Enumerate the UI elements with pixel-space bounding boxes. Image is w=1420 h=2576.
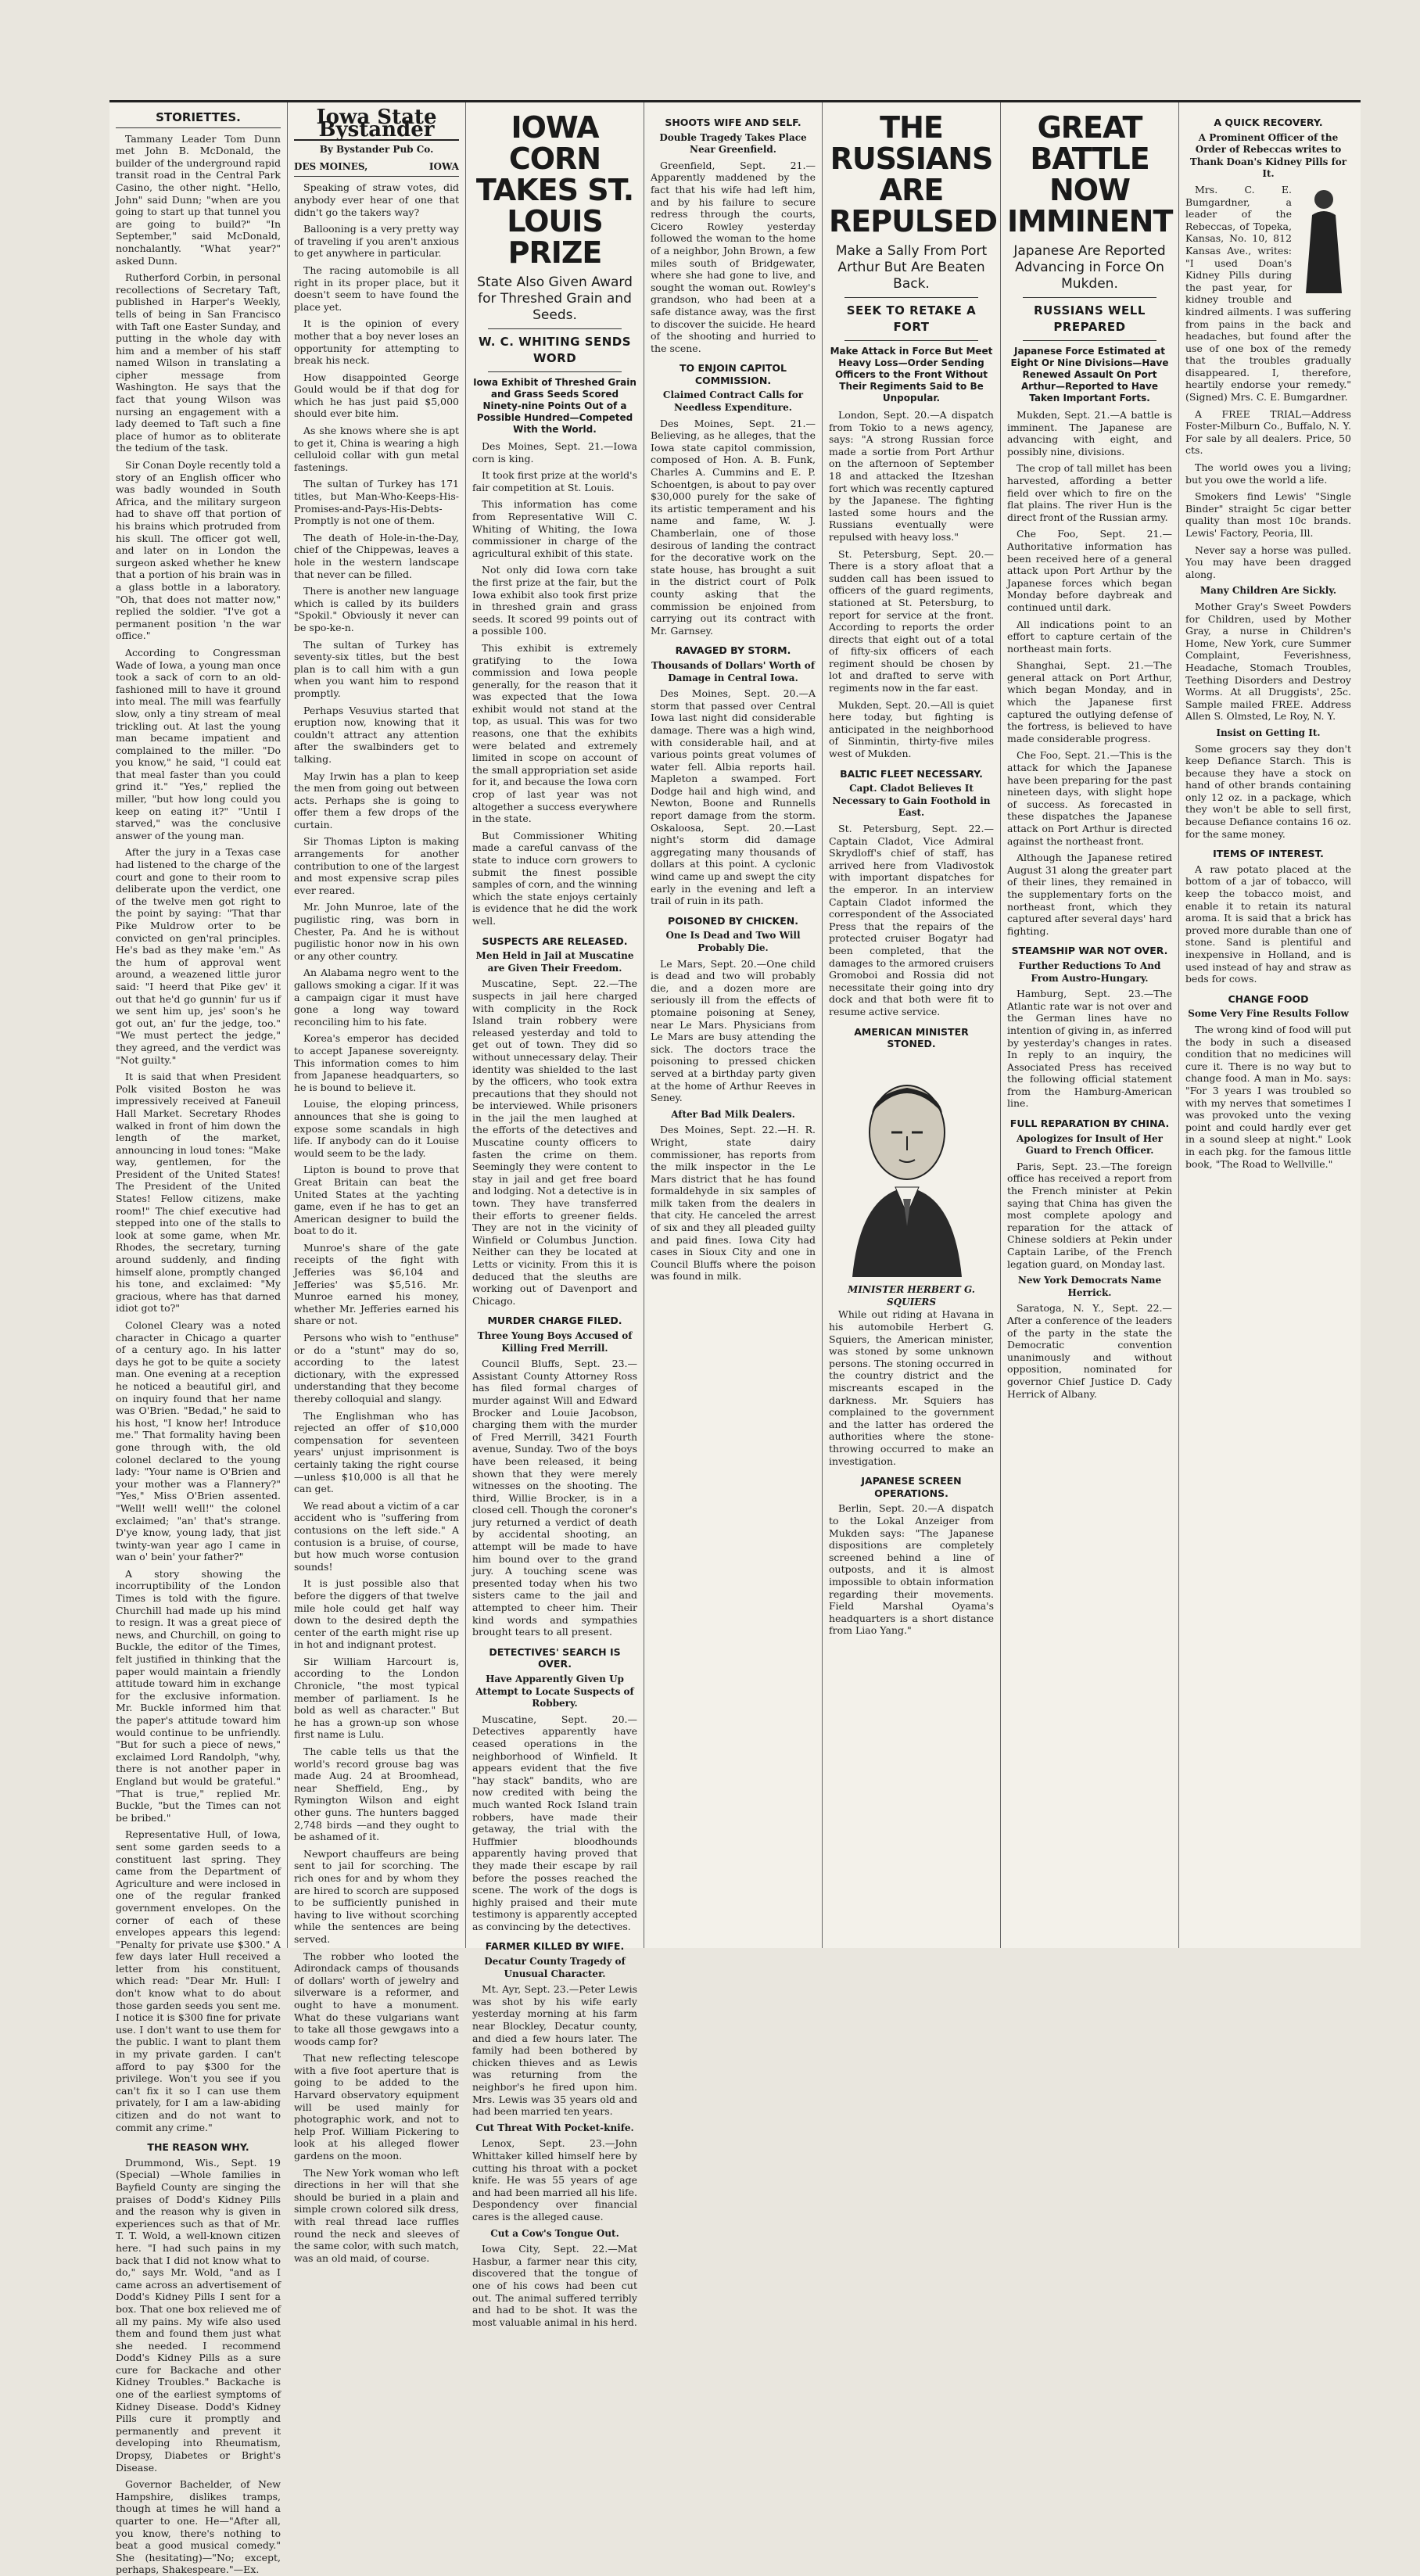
column-iowa-news [644,102,823,1948]
article-paragraph: Muscatine, Sept. 22.—The suspects in jail here charged with complicity in the Rock Island train robbery were released yesterday and told to get out of town. They did so without unnecessary delay. Their identity was shielded to the last by the officers, who took extra precautions that they should not be interviewed. While prisoners in the jail the men laughed at the efforts of the detectives and Muscatine county officers to fasten the crime on them. Seemingly they were content to stay in jail and get free board and lodging. Not a detective is in town. They have transferred their efforts to greener fields. They are not in the vicinity of Winfield or Columbus Junction. Neither can they be located at Letts or vicinity. From this it is deduced that the sleuths are working out of Davenport and Chicago. [472,978,637,1307]
divider [1023,297,1156,298]
editorial-paragraph: The sultan of Turkey has 171 titles, but Man-Who-Keeps-His-Promises-and-Pays-His-Debts-Promptly is not one of them. [294,478,459,527]
article-paragraph: St. Petersburg, Sept. 22.—Captain Cladot, Vice Admiral Skrydloff's chief of staff, has arrived here from Vladivostok with important dispatches for the emperor. In an interview Captain Cladot informed the correspondent of the Associated Press that the repairs of the protected cruiser Bogatyr had been completed, that the damages to the armored cruisers Gromoboi and Rossia did not necessitate their going into dry dock and that both were fit to resume active service. [829,823,994,1017]
reason-why-title: THE REASON WHY. [147,2141,249,2154]
publisher-byline: By Bystander Pub Co. [319,144,434,156]
story-paragraph: Colonel Cleary was a noted character in Chicago a quarter of a century ago. In his latter days he got to be quite a society man. One evening at a reception he noticed a beautiful girl, and on inquiry found that her name was O'Brien. "Bedad," he said to his host, "I know her! Introduce me." That formality having been gone through with, the old colonel declared to the young lady: "Your name is O'Brien and your mother was a Flannery?" "Yes," Miss O'Brien assented. "Well! well! well!" the colonel exclaimed; "an' that's strange. D'ye know, young lady, that jist twinty-wan year ago I came in wan o' bein' your father?" [116,1319,281,1563]
editorial-paragraph: Perhaps Vesuvius started that eruption now, knowing that it couldn't attract any attention after the swalbinders get to talking. [294,704,459,765]
article-paragraph: Des Moines, Sept. 22.—H. R. Wright, state dairy commissioner, has reports from the milk inspector in the Le Mars district that he has found formaldehyde in six samples of milk taken from the dealers in that city. He canceled the arrest of six and they all pleaded guilty and paid fines. Iowa City had cases in Sioux City and one in Council Bluffs where the poison was found in milk. [651,1124,816,1283]
article-paragraph: Des Moines, Sept. 21.—Iowa corn is king. [472,440,637,465]
subdeck: Further Reductions To And From Austro-Hungary. [1018,960,1161,984]
column-russians [823,102,1001,1948]
article-paragraph: Che Foo, Sept. 21.—Authoritative information has been received here of a general attack upon Port Arthur by the Japanese forces which began Monday before daybreak and continued until dark. [1007,528,1172,613]
editorial-paragraph: The death of Hole-in-the-Day, chief of the Chippewas, leaves a hole in the western landscape that never can be filled. [294,531,459,580]
article-paragraph: This information has come from Representative Will C. Whiting of Whiting, the Iowa commissioner in charge of the agricultural exhibit of this state. [472,498,637,559]
editorial-paragraph: The sultan of Turkey has seventy-six titles, but the best plan is to call him with a gun when you want him to respond promptly. [294,638,459,699]
article-paragraph: Berlin, Sept. 20.—A dispatch to the Lokal Anzeiger from Mukden says: "The Japanese dispositions are completely screened behind a line of outposts, and it is almost impossible to obtain information regarding their movements. Field Marshal Oyama's headquarters is a short distance from Liao Yang." [829,1502,994,1637]
story-paragraph: Rutherford Corbin, in personal recollections of Secretary Taft, published in Harper's Weekly, tells of being in San Francisco with Taft one Easter Sunday, and putting in the whole day with him and a member of his staff named Wilson in translating a cipher message from Washington. He says that the fact that young Wilson was nursing an engagement with a lady deemed to Taft such a fine place of humor as to obliterate the tedium of the task. [116,271,281,454]
storiettes-title: STORIETTES. [116,112,281,128]
article-paragraph: Mt. Ayr, Sept. 23.—Peter Lewis was shot by his wife early yesterday morning at his farm near Blockley, Decatur county, and died a few hours later. The family had been bothered by chicken thieves and as Lewis was returning from the neighbor's he fired upon him. Mrs. Lewis was 35 years old and had been married ten years. [472,1983,637,2118]
deck-battle-3: Japanese Force Estimated at Eight Or Nine Divisions—Have Renewed Assault On Port Arthur—Reported to Have Taken Important Forts. [1010,346,1169,404]
article-paragraph: Muscatine, Sept. 20.—Detectives apparently have ceased operations in the neighborhood of Winfield. It appears evident that the five "hay stack" bandits, who are now credited with being the much wanted Rock Island train robbers, have made their getaway, the trial with the Huffmier bloodhounds apparently having proved that they made their escape by rail before the posses reached the scene. The work of the dogs is highly praised and their mute testimony is apparently accepted as convincing by the detectives. [472,1713,637,1932]
article-paragraph: The crop of tall millet has been harvested, affording a better field over which to fire on the flat plains. The river Hun is the direct front of the Russian army. [1007,462,1172,523]
subdeck: Thousands of Dollars' Worth of Damage in Central Iowa. [651,659,815,683]
ad-paragraph: Some grocers say they don't keep Defiance Starch. This is because they have a stock on hand of other brands containing only 12 oz. in a package, which they won't be able to sell first, because Defiance contains 16 oz. for the same money. [1185,742,1351,840]
editorial-paragraph: The robber who looted the Adirondack camps of thousands of dollars' worth of jewelry and silverware is a reformer, and ought to have a monument. What do these vulgarians want to take all those gewgaws into a woods camp for? [294,1950,459,2047]
deck-corn-2: W. C. WHITING SENDS WORD [478,335,632,365]
subhead-small: Insist on Getting It. [1216,727,1321,738]
article-paragraph: Greenfield, Sept. 21.—Apparently maddened by the fact that his wife had left him, and by his failure to secure redress through the courts, Cicero Rowley yesterday followed the woman to the home of a neighbor, John Brown, a few miles south of Bridgewater, where she had gone to live, and sought the woman out. Rowley's grandson, who had been at a safe distance away, was the first to discover the suicide. He heard of the shooting and hurried to the scene. [651,159,816,354]
subhead-small: Many Children Are Sickly. [1199,585,1337,597]
subdeck: Men Held in Jail at Muscatine are Given Their Freedom. [475,950,634,974]
dateline [294,160,459,178]
article-paragraph: Not only did Iowa corn take the first prize at the fair, but the Iowa exhibit also took first prize in threshed grain and grass seeds. It scored 99 points out of a possible 100. [472,564,637,637]
subdeck: Three Young Boys Accused of Killing Fred Merrill. [477,1329,633,1354]
ad-paragraph: A raw potato placed at the bottom of a jar of tobacco, will keep the tobacco moist, and enable it to retain its natural aroma. It is said that a brick has proved more durable than one of stone. Sand is plentiful and inexpensive in Holland, and is used instead of hay and straw as beds for cows. [1185,863,1351,985]
editorial-paragraph: Korea's emperor has decided to accept Japanese sovereignty. This information comes to him from Japanese headquarters, so he is bound to believe it. [294,1032,459,1093]
place-label: DES MOINES, [294,160,368,172]
editorial-paragraph: There is another new language which is called by its builders "Spokil." Obviously it never can be spo-ke-n. [294,585,459,633]
editorial-paragraph: The Englishman who has rejected an offer of $10,000 compensation for seventeen years' unjust imprisonment is certainly taking the right course—unless $10,000 is all that he can get. [294,1409,459,1495]
subhead-small: Cut a Cow's Tongue Out. [490,2227,619,2239]
story-paragraph: After the jury in a Texas case had listened to the charge of the court and gone to their room to deliberate upon the verdict, one of the twelve men got right to the point by saying: "That thar Pike Muldrow orter to be convicted on gen'ral principles. He's bad as they make 'em." As the hum of approval went around, a weazened little juror said: "I heerd that Pike gev' it out that he'd go gunnin' fur us if we sent him up, jes' soon's he got out, an' fur the jedge, too." "We must pertect the jedge," they agreed, and the verdict was "Not guilty." [116,846,281,1066]
story-paragraph: According to Congressman Wade of Iowa, a young man once took a sack of corn to an old-fashioned mill to have it ground into meal. The mill was fearfully slow, only a tiny stream of meal trickling out. At last the young man became impatient and complained to the miller. "Do you know," he said, "I could eat that meal faster than you could grind it." "Yes," replied the miller, "but how long could you keep on eating it?" "Until I starved," was the conclusive answer of the young man. [116,646,281,841]
editorial-paragraph: That new reflecting telescope with a five foot aperture that is going to be added to the Harvard observatory equipment will be used mainly for photographic work, and not to help Prof. William Pickering to look at his alleged flower gardens on the moon. [294,2052,459,2162]
article-paragraph: Shanghai, Sept. 21.—The general attack on Port Arthur, which began Monday, and in which the Japanese first captured the outlying defense of the fortress, is believed to have made considerable progress. [1007,659,1172,744]
article-paragraph: Des Moines, Sept. 21.—Believing, as he alleges, that the Iowa state capitol commission, composed of Hon. A. B. Funk, Charles A. Cummins and E. P. Schoentgen, is about to pay over $30,000 purely for the sake of its artistic temperament and his name and fame, W. J. Chamberlain, one of those desirous of landing the contract for the decorative work on the state house, has brought a suit in the district court of Polk county asking that the commission be enjoined from carrying out its contract with Mr. Garnsey. [651,417,816,637]
subdeck: Apologizes for Insult of Her Guard to French Officer. [1016,1132,1163,1157]
editorial-paragraph: We read about a victim of a car accident who is "suffering from contusions on the left side." A contusion is a bruise, of course, but how much worse contusion sounds! [294,1499,459,1573]
subhead: SHOOTS WIFE AND SELF. [665,117,801,128]
divider [488,371,622,372]
subhead: SUSPECTS ARE RELEASED. [482,935,628,947]
portrait-illustration [829,1058,985,1277]
story-paragraph: Representative Hull, of Iowa, sent some garden seeds to a constituent last spring. They came from the Department of Agriculture and were inclosed in one of the regular franked government envelopes. On the corner of each of these envelopes appears this legend: "Penalty for private use $300." A few days later Hull received a letter from his constituent, which read: "Dear Mr. Hull: I don't know what to do about those garden seeds you sent me. I notice it is $300 fine for private use. I don't want to use them for the public. I want to plant them in my private garden. I can't afford to pay $300 for the privilege. Won't you see if you can't fix it so I can use them privately, for I am a law-abiding citizen and do not want to commit any crime." [116,1828,281,2133]
subdeck: Claimed Contract Calls for Needless Expenditure. [662,389,804,414]
article-paragraph: Mukden, Sept. 21.—A battle is imminent. The Japanese are advancing with eight, and possibly nine, divisions. [1007,409,1172,457]
subhead: RAVAGED BY STORM. [675,644,791,657]
story-paragraph: Sir Conan Doyle recently told a story of an English officer who was badly wounded in South Africa, and the military surgeon had to shave off that portion of his brains which protruded from his skull. The officer got well, and later on in London the surgeon asked whether he knew that a portion of his brain was in a glass bottle in a laboratory. "Oh, that does not matter now," replied the soldier. "I've got a permanent position 'n the war office." [116,459,281,642]
article-paragraph: While out riding at Havana in his automobile Herbert G. Squiers, the American minister, was stoned by some unknown persons. The stoning occurred in the country district and the miscreants escaped in the darkness. Mr. Squiers has complained to the government and the latter has ordered the authorities where the stone-throwing occurred to make an investigation. [829,1308,994,1467]
subhead: STEAMSHIP WAR NOT OVER. [1011,945,1168,957]
article-paragraph: Although the Japanese retired August 31 along the greater part of their lines, they remained in the supplementary forts on the northeast front, which they captured after several days' hard fighting. [1007,852,1172,937]
article-paragraph: Che Foo, Sept. 21.—This is the attack for which the Japanese have been preparing for the past nineteen days, with slight hope of success. As forecasted in these dispatches the Japanese attack on Port Arthur is directed against the northeast front. [1007,749,1172,847]
article-paragraph: Hamburg, Sept. 23.—The Atlantic rate war is not over and the German lines have no intention of giving in, as inferred by yesterday's changes in rates. In reply to an inquiry, the Associated Press has received the following official statement from the Hamburg-American line. [1007,988,1172,1110]
deck-russians-3: Make Attack in Force But Meet Heavy Loss—Order Sending Officers to the Front Without Their Regiments Said to Be Unpopular. [830,346,993,404]
misc-paragraph: The world owes you a living; but you owe the world a life. [1185,461,1351,486]
headline-great-battle: GREAT BATTLE NOW IMMINENT [1007,110,1173,239]
subdeck: Some Very Fine Results Follow [1188,1008,1349,1020]
editorial-paragraph: As she knows where she is apt to get it, China is wearing a high celluloid collar with gun metal fastenings. [294,425,459,473]
article-paragraph: It took first prize at the world's fair competition at St. Louis. [472,469,637,493]
article-paragraph: Lenox, Sept. 23.—John Whittaker killed himself here by cutting his throat with a pocket knife. He was 55 years of age and had been married all his life. Despondency over financial cares is the alleged cause. [472,2137,637,2223]
tail-text: Governor Bachelder, of New Hampshire, dislikes tramps, though at times he will hand a quarter to one. He—"After all, you know, there's nothing to beat a good musical comedy." She (hesitating)—"No; except, perhaps, Shakespeare."—Ex. [116,2478,281,2576]
article-paragraph: London, Sept. 20.—A dispatch from Tokio to a news agency, says: "A strong Russian force made a sortie from Port Arthur on the afternoon of September 18 and attacked the Itzeshan fort which was recently captured by the Japanese. The fighting lasted some hours and the Russians eventually were repulsed with heavy loss." [829,409,994,543]
subdeck: A Prominent Officer of the Order of Rebeccas writes to Thank Doan's Kidney Pills for It. [1189,131,1347,180]
deck-russians-2: SEEK TO RETAKE A FORT [846,303,977,334]
subhead: FARMER KILLED BY WIFE. [485,1940,625,1953]
subhead: TO ENJOIN CAPITOL COMMISSION. [679,362,787,386]
editorial-paragraph: The racing automobile is all right in its proper place, but it doesn't seem to have found the place yet. [294,264,459,313]
divider [488,328,622,329]
ad-paragraph: Mrs. C. E. Bumgardner, a leader of the Rebeccas, of Topeka, Kansas, No. 10, 812 Kansas Ave., writes: "I used Doan's Kidney Pills during the past year, for kidney trouble and kindred ailments. I was suffering from pains in the back and headaches, but found after the use of one box of the remedy that the troubles gradually disappeared. I, therefore, heartily endorse your remedy." (Signed) Mrs. C. E. Bumgardner. [1185,183,1351,404]
column-corn-prize [466,102,644,2328]
column-ads [1179,102,1357,1948]
masthead: Iowa State Bystander [294,112,459,141]
editorial-paragraph: The New York woman who left directions in her will that she should be buried in a plain and simple crown colored silk dress, with real thread lace ruffles round the neck and sleeves of the same color, with such match, was an old maid, of course. [294,2166,459,2264]
subhead: CHANGE FOOD [1228,992,1309,1005]
article-paragraph: All indications point to an effort to capture certain of the northeast main forts. [1007,618,1172,655]
editorial-paragraph: Sir William Harcourt is, according to the London Chronicle, "the most typical member of parliament. Is he bold as well as character." But he has a grown-up son whose first name is Lulu. [294,1655,459,1741]
editorial-paragraph: The cable tells us that the world's record grouse bag was made Aug. 24 at Broomhead, near Sheffield, Eng., by Rymington Wilson and eight other guns. The hunters bagged 2,748 birds —and they ought to be ashamed of it. [294,1745,459,1843]
subhead: DETECTIVES' SEARCH IS OVER. [489,1645,621,1670]
editorial-paragraph: An Alabama negro went to the gallows smoking a cigar. If it was a campaign cigar it must have gone a long way toward reconciling him to his fate. [294,967,459,1028]
newspaper-page [109,100,1361,2576]
divider [844,340,978,341]
editorial-paragraph: Newport chauffeurs are being sent to jail for scorching. The rich ones for and by whom they are hired to scorch are supposed to be sufficiently punished in having to live without scorching while the sentences are being served. [294,1847,459,1945]
subhead: ITEMS OF INTEREST. [1213,848,1324,860]
misc-paragraph: Never say a horse was pulled. You may have been dragged along. [1185,544,1351,580]
subhead: FULL REPARATION BY CHINA. [1009,1118,1170,1130]
subhead-small: After Bad Milk Dealers. [671,1108,795,1120]
article-paragraph: Des Moines, Sept. 20.—A storm that passed over Central Iowa last night did considerable damage. There was a high wind, with considerable hail, and at various points great volumes of water fell. Albia reports hail. Mapleton a swamped. Fort Dodge hail and high wind, and Newton, Boone and Runnells report damage from the storm. Oskaloosa, Sept. 20.—Last night's storm did damage aggregating many thousands of dollars at this point. A cyclonic wind came up and swept the city early in the evening and left a trail of ruin in its path. [651,687,816,907]
editorial-paragraph: Speaking of straw votes, did anybody ever hear of one that didn't go the takers way? [294,181,459,218]
article-paragraph: But Commissioner Whiting made a careful canvass of the state to induce corn growers to submit the finest possible samples of corn, and the winning which the state enjoys certainly is evidence that he did the work well. [472,829,637,927]
article-paragraph: Saratoga, N. Y., Sept. 22.—After a conference of the leaders of the party in the state the Democratic convention unanimously and without opposition, nominated for governor Chief Justice D. Cady Herrick of Albany. [1007,1302,1172,1400]
article-paragraph: Le Mars, Sept. 20.—One child is dead and two will probably die, and a dozen more are seriously ill from the effects of ptomaine poisoning at Seney, near Le Mars. Physicians from Le Mars are busy attending the sick. The doctors trace the poisoning to pressed chicken served at a birthday party given at the home of Arthur Reeves in Seney. [651,957,816,1104]
reason-why-text: Drummond, Wis., Sept. 19 (Special) —Whole families in Bayfield County are singing the praises of Dodd's Kidney Pills and the reason why is given in experiences such as that of Mr. T. T. Wold, a well-known citizen here. "I had such pains in my back that I did not know what to do," says Mr. Wold, "and as I came across an advertisement of Dodd's Kidney Pills I sent for a box. That one box relieved me of all my pains. My wife also used them and found them just what she needed. I recommend Dodd's Kidney Pills as a sure cure for Backache and other Kidney Troubles." Backache is one of the earliest symptoms of Kidney Disease. Dodd's Kidney Pills cure it promptly and permanently and prevent it developing into Rheumatism, Dropsy, Diabetes or Bright's Disease. [116,2156,281,2474]
subhead: BALTIC FLEET NECESSARY. [840,767,983,780]
article-paragraph: This exhibit is extremely gratifying to the Iowa commission and Iowa people generally, for the reason that it was expected that the Iowa exhibit would not stand at the top, as usual. This was for two reasons, one that the exhibits were belated and extremely limited in scope on account of the small appropriation set aside for it, and because the Iowa corn crop of last year was not altogether a success everywhere in the state. [472,641,637,825]
subhead: JAPANESE SCREEN OPERATIONS. [861,1475,962,1499]
editorial-paragraph: How disappointed George Gould would be if that dog for which he has just paid $5,000 should ever bite him. [294,371,459,420]
deck-battle-2: RUSSIANS WELL PREPARED [1034,303,1146,334]
deck-corn-3: Iowa Exhibit of Threshed Grain and Grass Seeds Scored Ninety-nine Points Out of a Possible Hundred—Competed With the World. [473,377,636,435]
editorial-paragraph: It is the opinion of every mother that a boy never loses an opportunity for attempting to break his neck. [294,318,459,367]
subdeck: Double Tragedy Takes Place Near Greenfield. [659,131,807,156]
article-paragraph: Iowa City, Sept. 22.—Mat Hasbur, a farmer near this city, discovered that the tongue of one of his cows had been cut out. The animal suffered terribly and had to be shot. It was the most valuable animal in his herd. [472,2243,637,2328]
column-editorial [288,102,466,2264]
deck-corn-1: State Also Given Award for Threshed Grain and Seeds. [477,274,633,323]
ad-paragraph: The wrong kind of food will put the body in such a diseased condition that no medicines will cure it. There is no way but to change food. A man in Mo. says: "For 3 years I was troubled so with my nerves that sometimes I was provoked unto the vexing point and could hardly ever get in a sound sleep at night." Look in each pkg. for the famous little book, "The Road to Wellville." [1185,1023,1351,1170]
editorial-paragraph: Persons who wish to "enthuse" or do a "stunt" may do so, according to the latest dictionary, with the expressed understanding that they become thereby colloquial and slangy. [294,1332,459,1405]
ad-offer: A FREE TRIAL—Address Foster-Milburn Co., Buffalo, N. Y. For sale by all dealers. Price, 50 cts. [1185,407,1351,457]
subdeck: Have Apparently Given Up Attempt to Locate Suspects of Robbery. [475,1674,634,1710]
editorial-paragraph: Ballooning is a very pretty way of traveling if you aren't anxious to get anywhere in particular. [294,223,459,260]
deck-battle-1: Japanese Are Reported Advancing in Force On Mukden. [1013,243,1166,292]
editorial-paragraph: It is just possible also that before the diggers of that twelve mile hole could get half way down to the desired depth the center of the earth might rise up in hot and indignant protest. [294,1577,459,1651]
article-paragraph: Council Bluffs, Sept. 23.—Assistant County Attorney Ross has filed formal charges of murder against Will and Edward Brocker and Louie Jacobson, charging them with the murder of Fred Merrill, 3421 Fourth avenue, Sunday. Two of the boys have been released, it being shown that they were merely witnesses on the shooting. The third, Willie Brocker, is in a closed cell. Though the coroner's jury returned a verdict of death by accidental shooting, an attempt will be made to have him bound over to the grand jury. A touching scene was presented today when his two sisters came to the jail and attempted to cheer him. Their kind words and sympathies brought tears to all present. [472,1358,637,1638]
article-paragraph: St. Petersburg, Sept. 20.—There is a story afloat that a sudden call has been issued to officers of the guard regiments, stationed at St. Petersburg, to report for service at the front. According to reports the order directs that eight out of a total of fifty-six officers of each regiment should be chosen by lot and drafted to serve with regiments now in the far east. [829,547,994,694]
column-great-battle [1001,102,1179,1948]
subhead-small: Cut Threat With Pocket-knife. [475,2122,634,2133]
article-paragraph: Paris, Sept. 23.—The foreign office has received a report from the French minister at Pekin saying that China has given the most complete apology and reparation for the attack of Chinese soldiers at Pekin under Captain Laribe, of the French legation guard, on Monday last. [1007,1160,1172,1270]
ad-paragraph: Mother Gray's Sweet Powders for Children, used by Mother Gray, a nurse in Children's Home, New York, cure Summer Complaint, Feverishness, Headache, Stomach Troubles, Teething Disorders and Destroy Worms. At all Druggists', 25c. Sample mailed FREE. Address Allen S. Olmsted, Le Roy, N. Y. [1185,600,1351,723]
divider [844,297,978,298]
editorial-paragraph: Munroe's share of the gate receipts of the fight with Jefferies was $6,104 and Jefferies' was $5,516. Mr. Munroe earned his money, whether Mr. Jefferies earned his share or not. [294,1241,459,1327]
headline-corn-prize: IOWA CORN TAKES ST. LOUIS PRIZE [475,110,634,270]
subhead: POISONED BY CHICKEN. [668,914,798,927]
editorial-paragraph: Sir Thomas Lipton is making arrangements for another contribution to one of the largest and most expensive scrap piles ever reared. [294,835,459,896]
subdeck: One Is Dead and Two Will Probably Die. [665,930,801,953]
editorial-paragraph: May Irwin has a plan to keep the men from going out between acts. Perhaps she is going to offer them a few drops of the curtain. [294,770,459,831]
headline-russians: THE RUSSIANS ARE REPULSED [829,110,998,239]
subhead: A QUICK RECOVERY. [1214,117,1323,128]
portrait-caption: MINISTER HERBERT G. SQUIERS [848,1284,975,1308]
subhead: AMERICAN MINISTER STONED. [854,1025,969,1050]
subhead-small: New York Democrats Name Herrick. [1017,1275,1162,1298]
subdeck: Capt. Cladot Believes It Necessary to Gain Foothold in East. [832,783,991,819]
state-label: IOWA [429,160,459,172]
subdeck: Decatur County Tragedy of Unusual Character. [484,1956,626,1979]
editorial-paragraph: Mr. John Munroe, late of the pugilistic ring, was born in Chester, Pa. And he is without pugilistic honor now in his own or any other country. [294,901,459,962]
misc-paragraph: Smokers find Lewis' "Single Binder" straight 5c cigar better quality than most 10c brands. Lewis' Factory, Peoria, Ill. [1185,490,1351,539]
deck-russians-1: Make a Sally From Port Arthur But Are Beaten Back. [835,243,988,292]
divider [1023,340,1156,341]
editorial-paragraph: Lipton is bound to prove that Great Britain can beat the United States at the yachting game, even if he has to get an American designer to build the boat to do it. [294,1164,459,1237]
story-paragraph: It is said that when President Polk visited Boston he was impressively received at Faneuil Hall Market. Secretary Rhodes walked in front of him down the length of the market, announcing in loud tones: "Make way, gentlemen, for the President of the United States! The President of the United States! Fellow citizens, make room!" The chief executive had stepped into one of the stalls to look at some game, when Mr. Rhodes, the secretary, turning around suddenly, and finding himself alone, promptly changed his tone, and exclaimed: "My gracious, where has that darned idiot got to?" [116,1071,281,1315]
story-paragraph: A story showing the incorruptibility of the London Times is told with the figure. Churchill had made up his mind to resign. It was a great piece of news, and Churchill, on going to Buckle, the editor of the Times, felt justified in thinking that the paper would maintain a friendly attitude toward him in exchange for the exclusive information. Mr. Buckle informed him that the paper's attitude toward him would continue to be unfriendly. "But for such a piece of news," exclaimed Lord Randolph, "why, there is not another paper in England but would be grateful." "That is true," replied Mr. Buckle, "but the Times can not be bribed." [116,1567,281,1824]
woman-figure-illustration [1296,184,1351,293]
editorial-paragraph: Louise, the eloping princess, announces that she is going to expose some scandals in high life. If anybody can do it Louise would seem to be the lady. [294,1098,459,1159]
column-storiettes [109,102,288,2576]
story-paragraph: Tammany Leader Tom Dunn met John B. McDonald, the builder of the underground rapid transit road in the Central Park Casino, the other night. "Hello, John" said Dunn; "when are you going to start up that tunnel you are going to build?" "In September," said McDonald, nonchalantly. "What year?" asked Dunn. [116,132,281,267]
article-paragraph: Mukden, Sept. 20.—All is quiet here today, but fighting is anticipated in the neighborhood of Sinmintin, thirty-five miles west of Mukden. [829,698,994,760]
subhead: MURDER CHARGE FILED. [487,1315,622,1327]
